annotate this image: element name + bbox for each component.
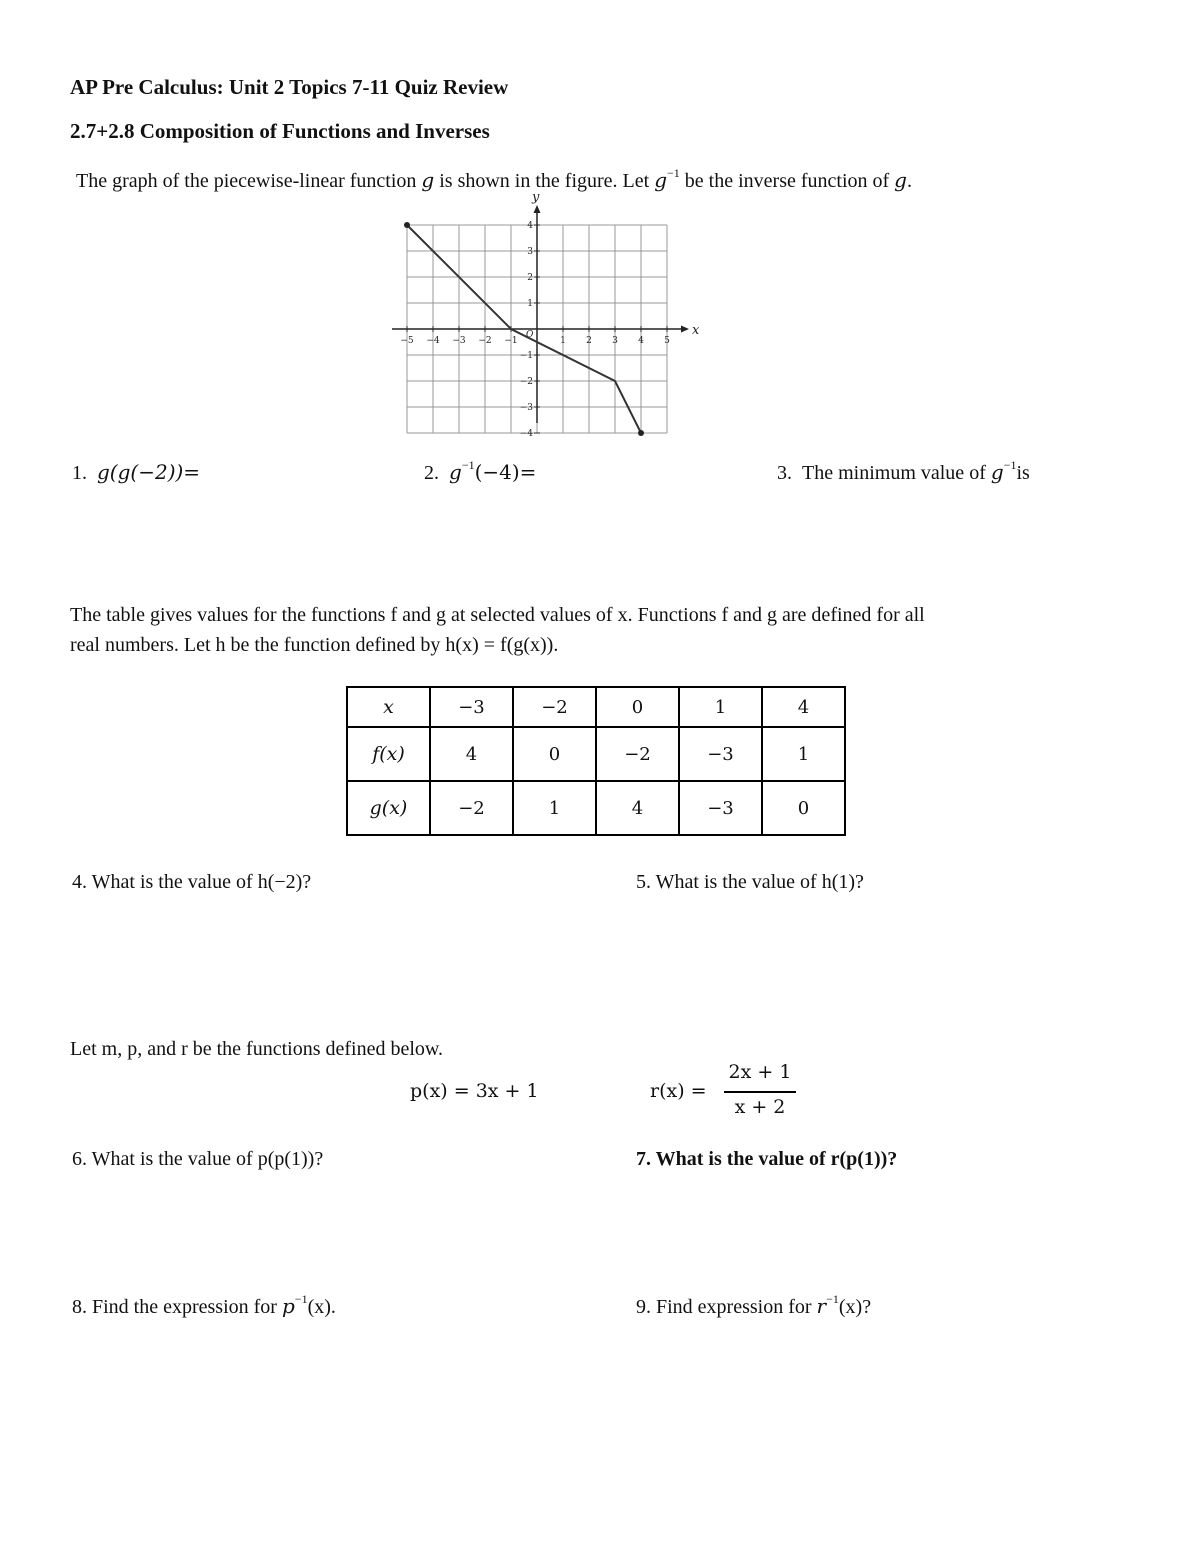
q8-sup: −1 — [294, 1292, 308, 1307]
table-cell: 1 — [762, 727, 845, 781]
x-tick-label: 2 — [586, 336, 592, 346]
table-cell: −2 — [430, 781, 513, 835]
x-tick-label: 4 — [638, 336, 644, 346]
x-tick-label: −1 — [504, 336, 518, 346]
question-7: 7. What is the value of r(p(1))? — [636, 1148, 898, 1170]
table-cell: g(x) — [347, 781, 430, 835]
question-4: 4. What is the value of h(−2)? — [72, 871, 312, 893]
r-numerator: 2x + 1 — [728, 1061, 792, 1083]
y-axis-label: y — [532, 190, 540, 205]
table-cell: 4 — [430, 727, 513, 781]
x-axis-arrow — [681, 326, 689, 333]
table-cell: −3 — [679, 727, 762, 781]
y-tick-label: 4 — [527, 221, 533, 231]
y-tick-label: −3 — [519, 403, 533, 413]
q2-sup: −1 — [461, 458, 475, 473]
table-cell: x — [347, 687, 430, 727]
graph-intro-g: g — [421, 168, 435, 192]
x-tick-label: 3 — [612, 336, 618, 346]
q3-g: g — [990, 460, 1004, 484]
table-intro-line-1: The table gives values for the functions f and g at selected values of x. Functions f and g are defined for all — [70, 604, 925, 626]
table-intro-line-2: real numbers. Let h be the function defined by h(x) = f(g(x)). — [70, 634, 559, 656]
y-tick-label: −2 — [519, 377, 533, 387]
table-cell: −3 — [679, 781, 762, 835]
x-axis-label: x — [692, 323, 700, 338]
table-cell: 4 — [762, 687, 845, 727]
y-tick-label: 1 — [527, 299, 533, 309]
graph-intro-ginv: g — [654, 168, 668, 192]
x-tick-label: −3 — [452, 336, 466, 346]
table-cell: 1 — [679, 687, 762, 727]
piecewise-graph — [380, 190, 700, 450]
question-2 — [424, 460, 536, 485]
table-cell: −2 — [596, 727, 679, 781]
graph-intro-text-1: The graph of the piecewise-linear function — [76, 170, 422, 192]
table-cell: 0 — [762, 781, 845, 835]
q8-text: 8. Find the expression for — [72, 1296, 282, 1318]
question-9 — [636, 1294, 871, 1319]
q8-arg: (x). — [307, 1296, 336, 1318]
q3-sup: −1 — [1003, 458, 1017, 473]
q2-arg: (−4)= — [474, 460, 537, 484]
x-tick-label: −2 — [478, 336, 492, 346]
endpoint-dot — [638, 430, 644, 436]
x-tick-label: −4 — [426, 336, 440, 346]
q1-number: 1. — [72, 462, 87, 484]
origin-label: O — [526, 330, 534, 340]
functions-intro: Let m, p, and r be the functions defined below. — [70, 1038, 444, 1060]
section-heading: 2.7+2.8 Composition of Functions and Inverses — [70, 119, 490, 143]
endpoint-dot — [404, 222, 410, 228]
q9-fn: r — [816, 1294, 827, 1318]
graph-intro-text-4: . — [906, 170, 912, 192]
y-axis-arrow — [534, 205, 541, 213]
q9-arg: (x)? — [838, 1296, 872, 1318]
question-6: 6. What is the value of p(p(1))? — [72, 1148, 324, 1170]
question-1 — [72, 460, 200, 485]
table-cell: 1 — [513, 781, 596, 835]
q1-expression: g(g(−2))= — [97, 460, 201, 484]
y-tick-label: −4 — [519, 429, 533, 439]
x-tick-label: 5 — [664, 336, 670, 346]
question-5: 5. What is the value of h(1)? — [636, 871, 864, 893]
table-cell: −3 — [430, 687, 513, 727]
q3-is: is — [1016, 462, 1030, 484]
x-tick-label: −5 — [400, 336, 414, 346]
y-tick-label: 2 — [527, 273, 533, 283]
q2-number: 2. — [424, 462, 439, 484]
p-definition: p(x) = 3x + 1 — [410, 1080, 539, 1102]
r-definition-lhs: r(x) = — [650, 1080, 707, 1102]
y-tick-label: 3 — [527, 247, 533, 257]
table-row-f — [347, 727, 845, 781]
graph-intro-g2: g — [894, 168, 907, 192]
table-cell: 0 — [596, 687, 679, 727]
q2-fn: g — [449, 460, 462, 484]
x-tick-label: 1 — [560, 336, 566, 346]
q9-text: 9. Find expression for — [636, 1296, 817, 1318]
graph-intro-text-2: is shown in the figure. Let — [434, 170, 655, 192]
graph-ticks — [400, 221, 670, 439]
fraction-bar — [724, 1091, 796, 1093]
q3-text: The minimum value of — [802, 462, 986, 484]
q3-number: 3. — [777, 462, 792, 484]
q9-sup: −1 — [826, 1292, 839, 1307]
graph-intro-text-3: be the inverse function of — [679, 170, 895, 192]
table-cell: 4 — [596, 781, 679, 835]
question-3 — [777, 460, 1030, 485]
table-cell: 0 — [513, 727, 596, 781]
y-tick-label: −1 — [519, 351, 533, 361]
table-row-x — [347, 687, 845, 727]
question-8 — [72, 1294, 336, 1319]
table-row-g — [347, 781, 845, 835]
page-title: AP Pre Calculus: Unit 2 Topics 7-11 Quiz Review — [70, 75, 509, 99]
q8-fn: p — [281, 1294, 295, 1318]
table-cell: f(x) — [347, 727, 430, 781]
r-denominator: x + 2 — [734, 1096, 786, 1118]
graph-intro-sup: −1 — [667, 166, 680, 181]
values-table — [346, 686, 846, 836]
table-cell: −2 — [513, 687, 596, 727]
